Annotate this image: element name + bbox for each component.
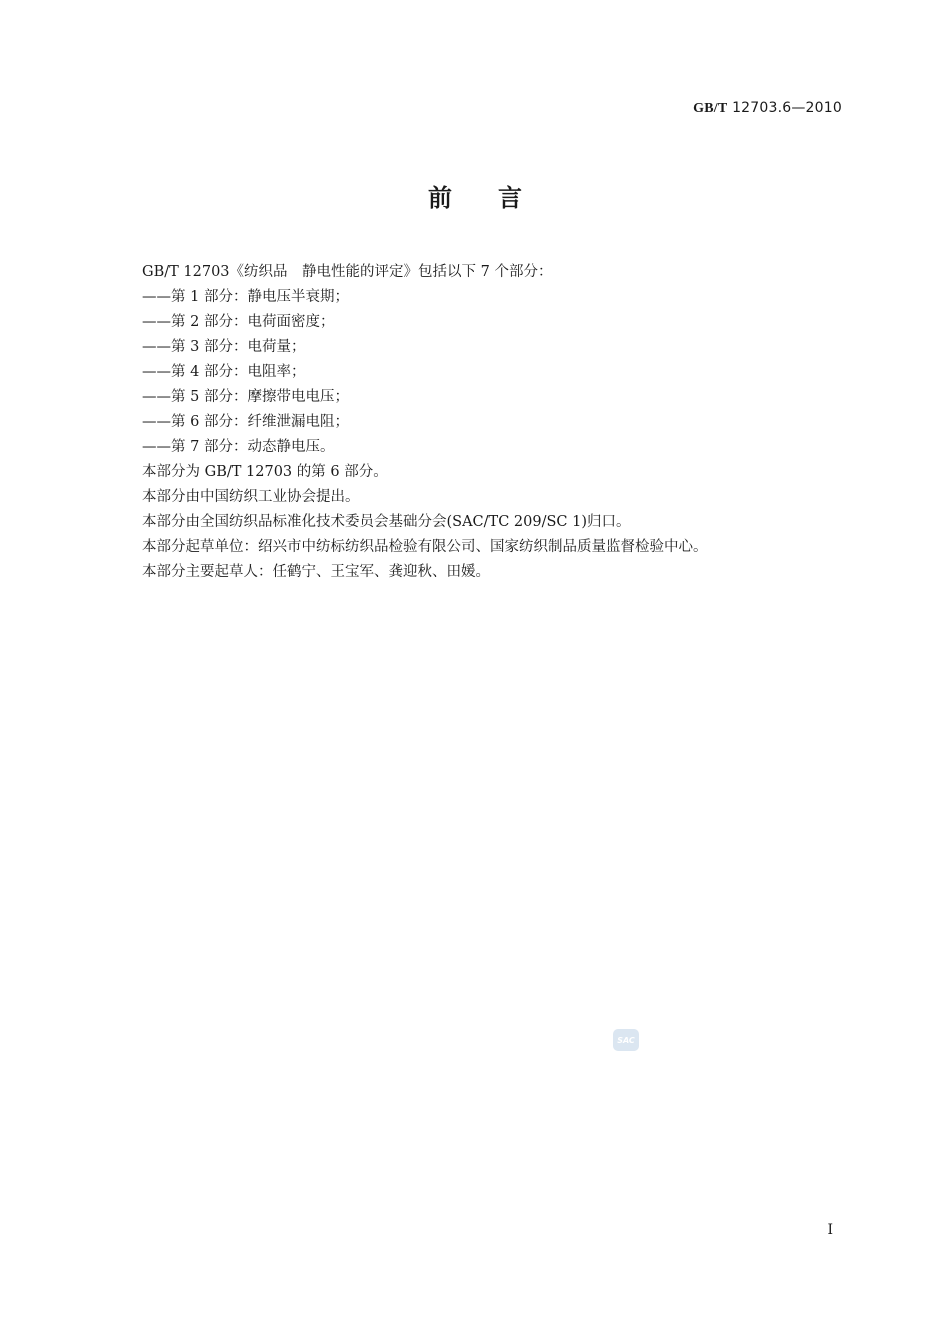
paragraph-part-statement: 本部分为 GB/T 12703 的第 6 部分。 bbox=[142, 464, 388, 480]
paragraph-drafters: 本部分主要起草人：任鹤宁、王宝军、龚迎秋、田媛。 bbox=[142, 564, 490, 580]
list-item-part-7: ——第 7 部分：动态静电压。 bbox=[142, 439, 335, 455]
page-number: I bbox=[827, 1222, 833, 1238]
list-item-part-3: ——第 3 部分：电荷量； bbox=[142, 339, 306, 355]
list-item-part-6: ——第 6 部分：纤维泄漏电阻； bbox=[142, 414, 349, 430]
paragraph-drafting-units: 本部分起草单位：绍兴市中纺标纺织品检验有限公司、国家纺织制品质量监督检验中心。 bbox=[142, 539, 708, 555]
paragraph-intro: GB/T 12703《纺织品 静电性能的评定》包括以下 7 个部分： bbox=[142, 264, 553, 280]
list-item-part-2: ——第 2 部分：电荷面密度； bbox=[142, 314, 335, 330]
list-item-part-4: ——第 4 部分：电阻率； bbox=[142, 364, 306, 380]
sac-watermark-logo: SAC bbox=[613, 1029, 639, 1051]
standard-code: 12703.6—2010 bbox=[732, 100, 842, 116]
list-item-part-5: ——第 5 部分：摩擦带电电压； bbox=[142, 389, 349, 405]
paragraph-proposer: 本部分由中国纺织工业协会提出。 bbox=[142, 489, 360, 505]
standard-number bbox=[693, 100, 842, 117]
foreword-body bbox=[142, 260, 862, 585]
standard-prefix: GB/T bbox=[693, 101, 728, 116]
paragraph-administrator: 本部分由全国纺织品标准化技术委员会基础分会(SAC/TC 209/SC 1)归口。 bbox=[142, 514, 631, 530]
page-title: 前言 bbox=[428, 184, 568, 212]
list-item-part-1: ——第 1 部分：静电压半衰期； bbox=[142, 289, 349, 305]
